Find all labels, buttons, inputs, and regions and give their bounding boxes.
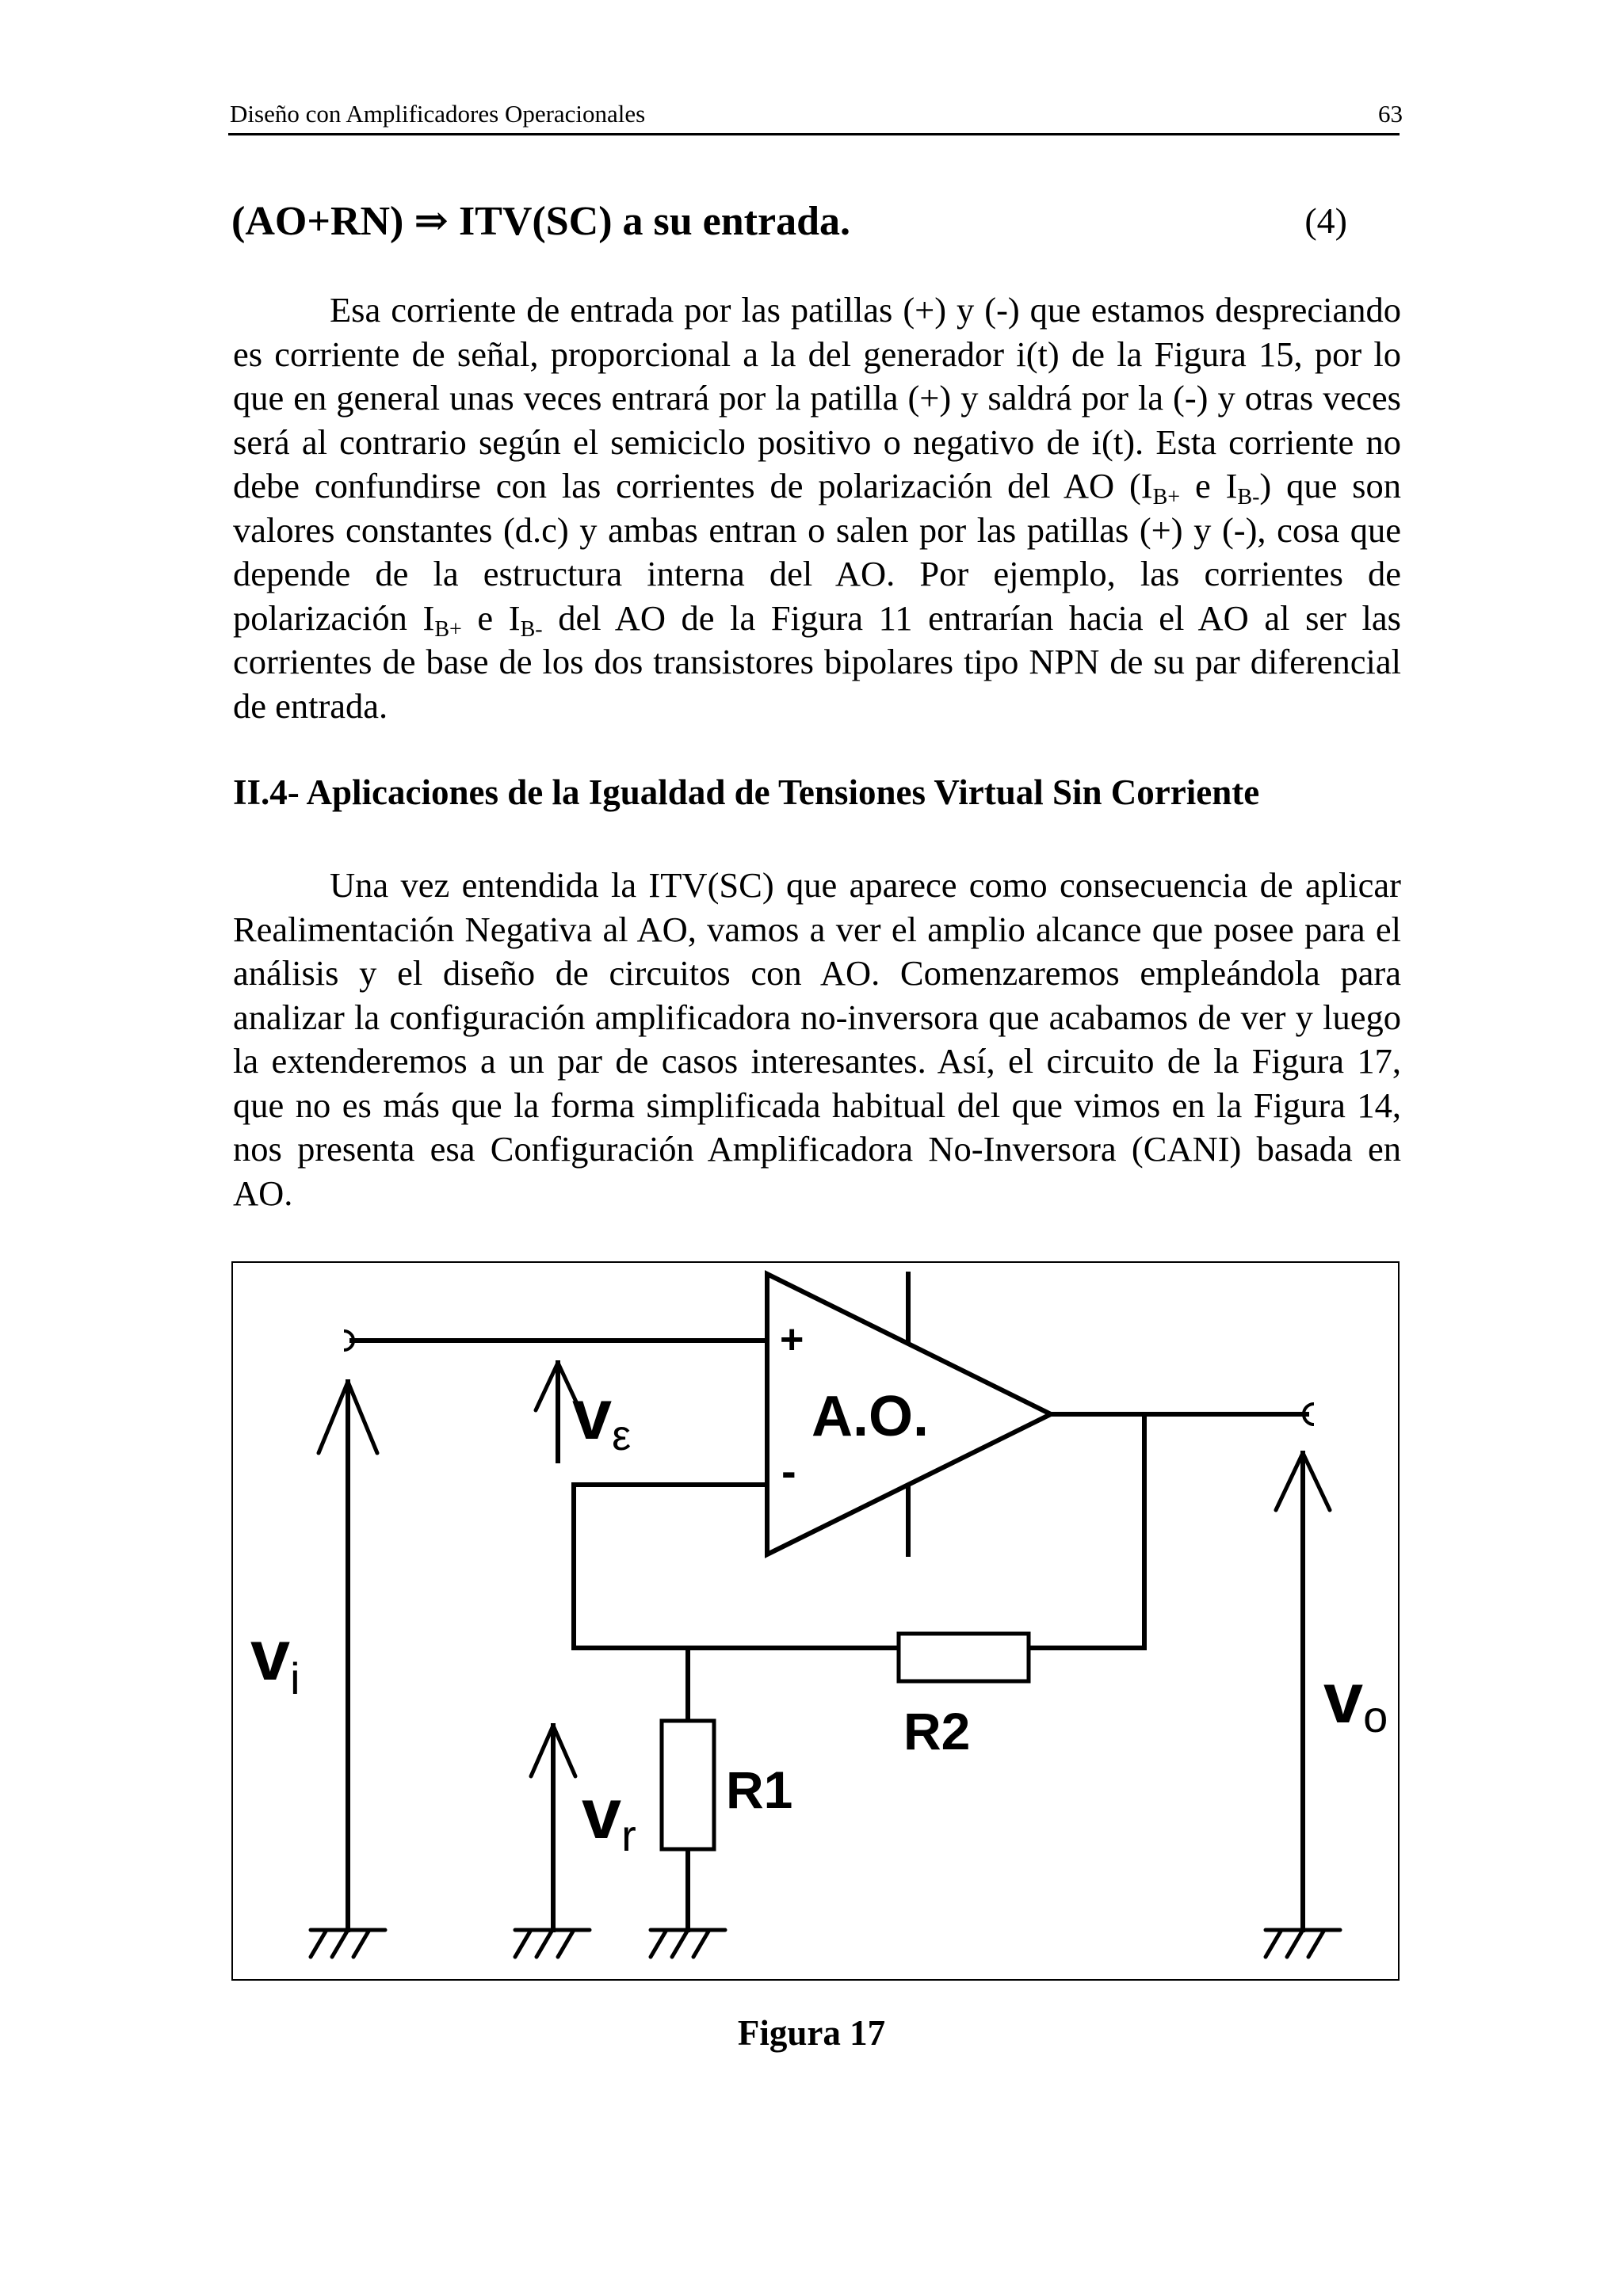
figure-17-circuit bbox=[231, 1261, 1400, 1981]
vo-label-main: v bbox=[1323, 1659, 1364, 1738]
paragraph1-text-b: ) que son valores constantes (d.c) y ambas entran o salen por las patillas (+) y (-), cosa que depende de la estructura interna del AO. Por ejemplo, las corrientes de polarización bbox=[233, 466, 1401, 638]
inverting-sign: - bbox=[781, 1446, 796, 1496]
paragraph1-text-a: Esa corriente de entrada por las patillas (+) y (-) que estamos despreciando es corriente de señal, proporcional a la del generador i(t) de la Figura 15, por lo que en general unas veces entrará por la patilla (+) y saldrá por la (-) y otras veces será al contrario según el semiciclo positivo o negativo de i(t). Esta corriente no debe confundirse con las corrientes de polarización del AO ( bbox=[233, 290, 1401, 505]
ve-label bbox=[572, 1375, 631, 1459]
ve-label-main: v bbox=[572, 1375, 613, 1455]
noninverting-sign: + bbox=[780, 1317, 804, 1363]
paragraph2-text: Una vez entendida la ITV(SC) que aparece como consecuencia de aplicar Realimentación Negativa al AO, vamos a ver el amplio alcance que posee para el análisis y el diseño de circuitos con AO. Comenzaremos empleándola para analizar la configuración amplificadora no-inversora que acabamos de ver y luego la extenderemos a un par de casos interesantes. Así, el circuito de la Figura 17, que no es más que la forma simplificada habitual del que vimos en la Figura 14, nos presenta esa Configuración Amplificadora No-Inversora (CANI) basada en AO. bbox=[233, 865, 1401, 1213]
paragraph1-text-c: del AO de la Figura 11 entrarían hacia el AO al ser las corrientes de base de los dos transistores bipolares tipo NPN de su par diferencial de entrada. bbox=[233, 597, 1401, 726]
bias-current-symbol: I bbox=[1225, 466, 1238, 505]
ground-symbol-vr bbox=[515, 1930, 590, 1957]
equation-expression: (AO+RN) ⇒ ITV(SC) a su entrada. bbox=[231, 199, 850, 244]
ground-symbol-r1 bbox=[651, 1930, 725, 1957]
vr-label-sub: r bbox=[621, 1810, 636, 1860]
bias-current-subscript: B- bbox=[520, 616, 543, 642]
vi-label-sub: i bbox=[290, 1653, 300, 1703]
bias-current-symbol: I bbox=[1140, 466, 1153, 505]
header-title: Diseño con Amplificadores Operacionales bbox=[230, 100, 646, 128]
conjunction-text: e bbox=[461, 597, 509, 638]
resistor-r2 bbox=[899, 1634, 1029, 1681]
r1-label: R1 bbox=[726, 1760, 793, 1819]
bias-current-symbol: I bbox=[422, 597, 435, 638]
equation-number: (4) bbox=[1304, 200, 1347, 241]
vo-label-sub: o bbox=[1363, 1691, 1388, 1741]
resistor-r1 bbox=[662, 1721, 714, 1849]
vo-label bbox=[1323, 1659, 1388, 1741]
page-number: 63 bbox=[1378, 100, 1403, 128]
paragraph-itv-applications bbox=[233, 864, 1401, 1215]
ground-symbol-vo bbox=[1266, 1930, 1340, 1957]
figure-caption: Figura 17 bbox=[737, 2013, 886, 2053]
ve-label-sub: ε bbox=[612, 1412, 632, 1459]
ground-symbol-vi bbox=[311, 1930, 385, 1957]
vi-label bbox=[250, 1616, 300, 1703]
r2-label: R2 bbox=[903, 1702, 971, 1760]
equation-4 bbox=[231, 196, 1347, 252]
section-heading: II.4- Aplicaciones de la Igualdad de Tensiones Virtual Sin Corriente bbox=[233, 772, 1260, 812]
running-header bbox=[228, 97, 1403, 135]
bias-current-subscript: B+ bbox=[1152, 485, 1181, 509]
bias-current-subscript: B+ bbox=[434, 616, 462, 642]
vr-label bbox=[582, 1775, 636, 1860]
input-terminal bbox=[344, 1331, 353, 1350]
vr-label-main: v bbox=[582, 1775, 622, 1854]
paragraph-input-current bbox=[233, 288, 1401, 728]
bias-current-symbol: I bbox=[508, 597, 521, 638]
bias-current-subscript: B- bbox=[1237, 485, 1260, 509]
vi-label-main: v bbox=[250, 1616, 291, 1695]
conjunction-text: e bbox=[1180, 466, 1226, 505]
opamp-label: A.O. bbox=[812, 1385, 930, 1448]
circuit-diagram bbox=[233, 1263, 1401, 1982]
